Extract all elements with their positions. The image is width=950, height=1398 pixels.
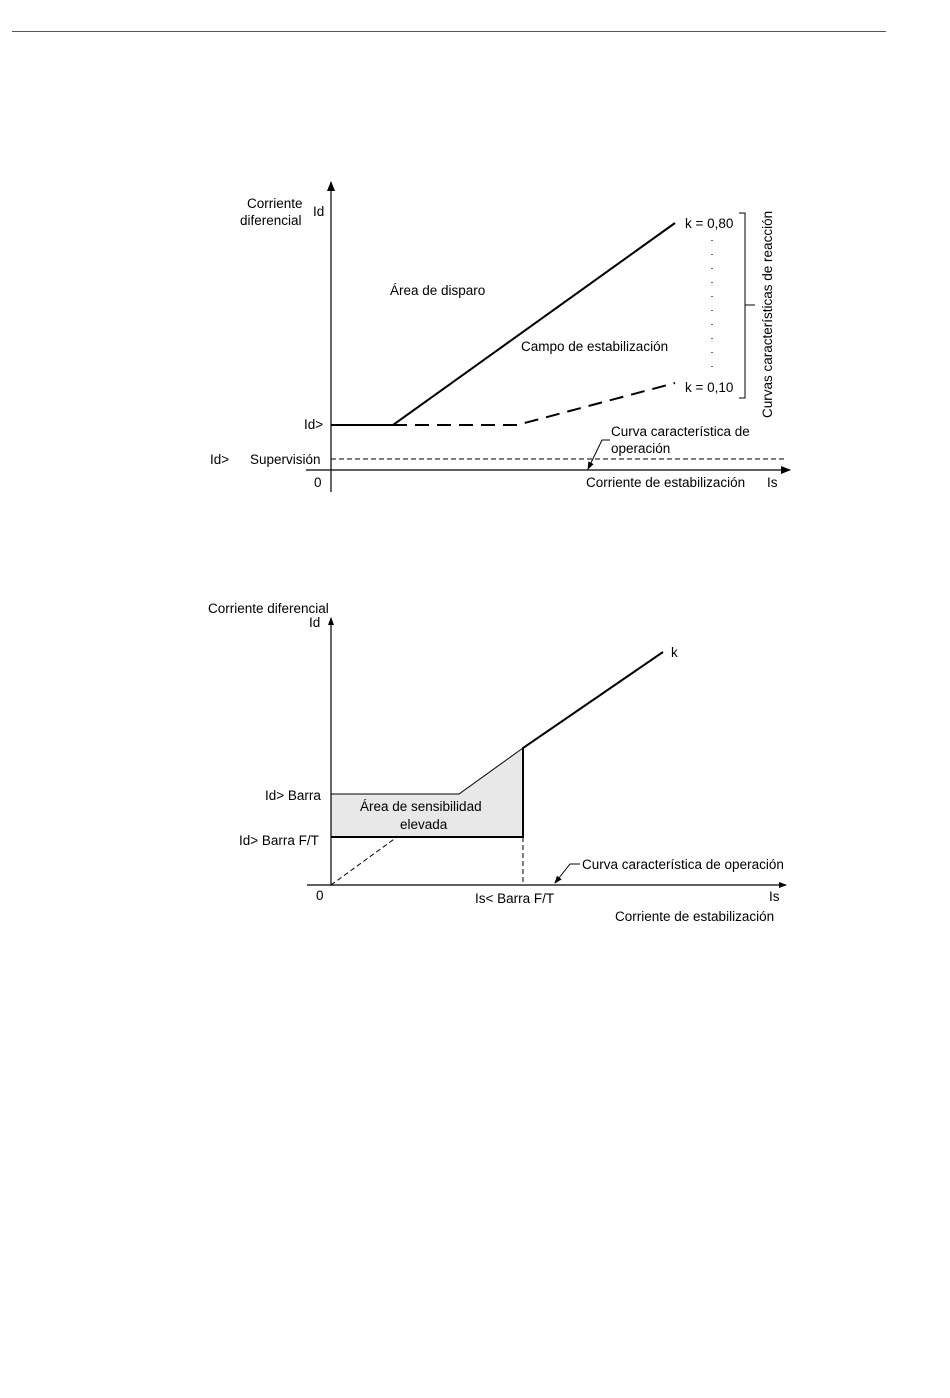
d1-k-high-label: k = 0,80 bbox=[685, 216, 734, 231]
d2-y-axis-symbol: Id bbox=[309, 615, 321, 630]
d1-k-low-label: k = 0,10 bbox=[685, 380, 734, 395]
d1-curve-k010 bbox=[393, 383, 675, 425]
d2-origin-label: 0 bbox=[316, 888, 324, 903]
d2-origin-dashed-line bbox=[331, 837, 397, 885]
d1-curves-bracket bbox=[739, 213, 745, 398]
d1-curve-k080 bbox=[331, 223, 675, 425]
d1-origin-label: 0 bbox=[314, 475, 322, 490]
d2-x-axis-symbol: Is bbox=[769, 889, 780, 904]
d1-x-axis-label: Corriente de estabilización bbox=[586, 475, 746, 490]
d1-curves-bracket-label: Curvas características de reacción bbox=[760, 210, 775, 418]
d1-tick-supervision: Supervisión bbox=[250, 452, 321, 467]
d2-operating-curve-pointer bbox=[555, 864, 580, 883]
d2-tick-id-bar-ft: Id> Barra F/T bbox=[239, 833, 319, 848]
d2-sensitivity-area-line2: elevada bbox=[400, 817, 448, 832]
d1-tick-supervision-prefix: Id> bbox=[210, 452, 230, 467]
d1-trip-area-label: Área de disparo bbox=[390, 283, 486, 298]
d2-y-label: Corriente diferencial bbox=[208, 601, 329, 616]
d2-x-axis-label: Corriente de estabilización bbox=[615, 909, 775, 924]
diagram-2 bbox=[208, 601, 786, 924]
d1-x-axis-symbol: Is bbox=[767, 475, 778, 490]
d1-operating-curve-line2: operación bbox=[611, 441, 671, 456]
d1-stabilization-field-label: Campo de estabilización bbox=[521, 339, 669, 354]
d1-operating-curve-pointer bbox=[588, 440, 610, 469]
d1-tick-id-threshold: Id> bbox=[304, 417, 324, 432]
d2-tick-id-bar: Id> Barra bbox=[265, 788, 321, 803]
d1-y-label-line1: Corriente bbox=[247, 196, 303, 211]
d1-y-label-line2: diferencial bbox=[240, 213, 302, 228]
d2-tick-is-bar-ft: Is< Barra F/T bbox=[475, 891, 555, 906]
d1-operating-curve-line1: Curva característica de bbox=[611, 424, 750, 439]
d2-sensitivity-area-line1: Área de sensibilidad bbox=[360, 799, 482, 814]
d2-curve-label: k bbox=[671, 645, 678, 660]
d1-y-axis-symbol: Id bbox=[313, 204, 325, 219]
d2-operating-curve-label: Curva característica de operación bbox=[582, 857, 784, 872]
diagram-1 bbox=[210, 182, 790, 492]
